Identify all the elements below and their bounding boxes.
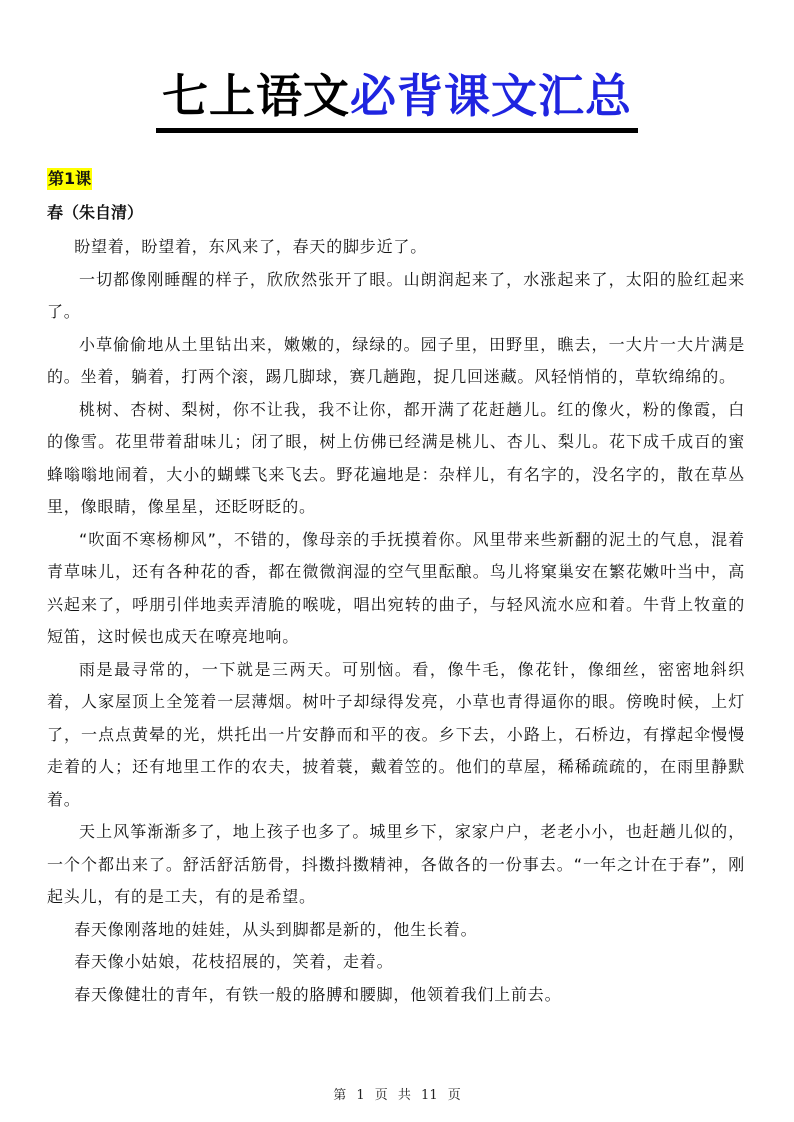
page-title-part2: 必背课文汇总 (350, 69, 632, 123)
paragraph-8: 春天像刚落地的娃娃，从头到脚都是新的，他生长着。 (74, 919, 478, 939)
paragraph-10: 春天像健壮的青年，有铁一般的胳膊和腰脚，他领着我们上前去。 (74, 984, 562, 1004)
paragraph-7: 天上风筝渐渐多了，地上孩子也多了。城里乡下，家家户户，老老小小，也赶趟儿似的，一个个都出来了。舒活舒活筋骨，抖擞抖擞精神，各做各的一份事去。“一年之计在于春”，刚起头儿，有的是工夫，有的是希望。 (47, 822, 745, 906)
text-title: 春（朱自清） (47, 203, 144, 222)
page-title-part1: 七上语文 (162, 69, 350, 123)
page-title-underlined (156, 66, 638, 133)
paragraph-9: 春天像小姑娘，花枝招展的，笑着，走着。 (74, 952, 394, 971)
paragraph-6: 雨是最寻常的，一下就是三两天。可别恼。看，像牛毛，像花针，像细丝，密密地斜织着，人家屋顶上全笼着一层薄烟。树叶子却绿得发亮，小草也青得逼你的眼。傍晚时候，上灯了，一点点黄晕的光，烘托出一片安静而和平的夜。乡下去，小路上，石桥边，有撑起伞慢慢走着的人；还有地里工作的农夫，披着蓑，戴着笠的。他们的草屋，稀稀疏疏的，在雨里静默着。 (47, 659, 745, 809)
paragraph-1: 盼望着，盼望着，东风来了，春天的脚步近了。 (74, 237, 427, 256)
paragraph-3: 小草偷偷地从土里钻出来，嫩嫩的，绿绿的。园子里，田野里，瞧去，一大片一大片满是的。坐着，躺着，打两个滚，踢几脚球，赛几趟跑，捉几回迷藏。风轻悄悄的，草软绵绵的。 (47, 334, 745, 386)
paragraph-5: “吹面不寒杨柳风”，不错的，像母亲的手抚摸着你。风里带来些新翻的泥土的气息，混着青草味儿，还有各种花的香，都在微微润湿的空气里酝酿。鸟儿将窠巢安在繁花嫩叶当中，高兴起来了，呼朋引伴地卖弄清脆的喉咙，唱出宛转的曲子，与轻风流水应和着。牛背上牧童的短笛，这时候也成天在嘹亮地响。 (47, 529, 745, 646)
lesson-tag: 第1课 (48, 169, 92, 188)
text-body (47, 231, 745, 1011)
page-footer: 第 1 页 共 11 页 (333, 1088, 461, 1103)
page-title (0, 66, 794, 133)
paragraph-2: 一切都像刚睡醒的样子，欣欣然张开了眼。山朗润起来了，水涨起来了，太阳的脸红起来了。 (47, 269, 745, 321)
paragraph-4: 桃树、杏树、梨树，你不让我，我不让你，都开满了花赶趟儿。红的像火，粉的像霞，白的像雪。花里带着甜味儿；闭了眼，树上仿佛已经满是桃儿、杏儿、梨儿。花下成千成百的蜜蜂嗡嗡地闹着，大小的蝴蝶飞来飞去。野花遍地是：杂样儿，有名字的，没名字的，散在草丛里，像眼睛，像星星，还眨呀眨的。 (47, 399, 745, 516)
